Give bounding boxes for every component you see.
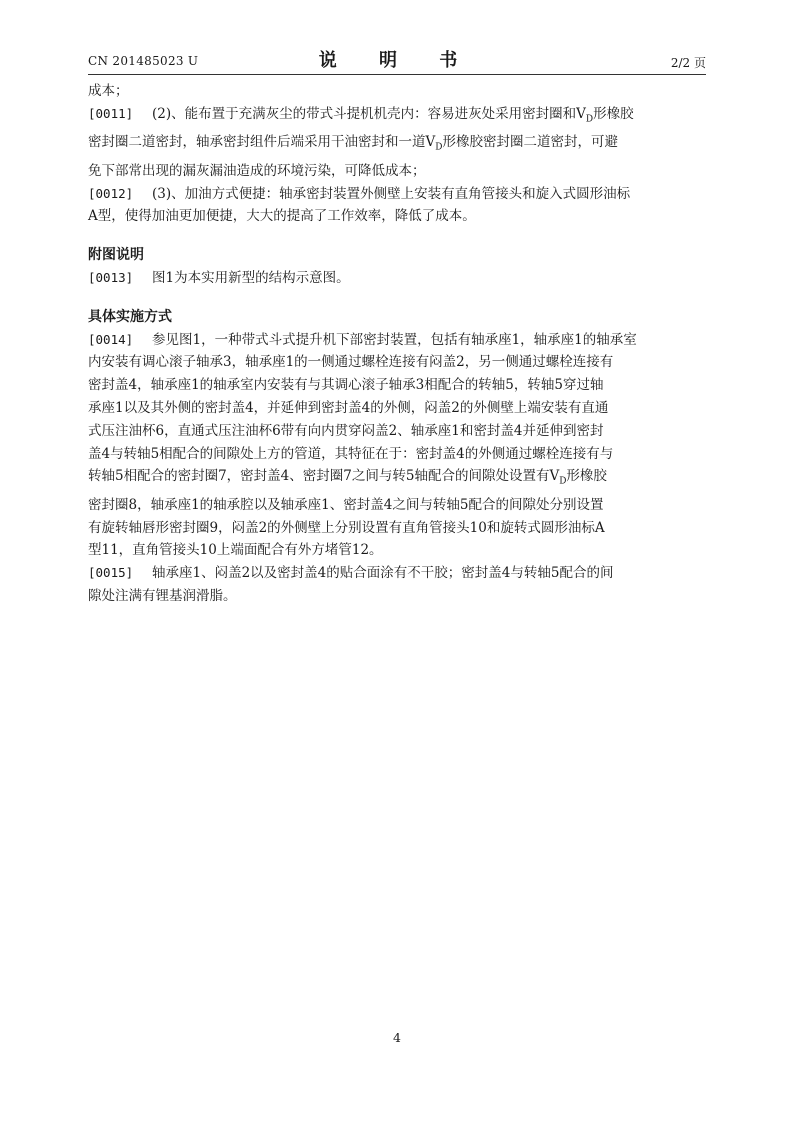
- paragraph-line: (3)、加油方式便捷：轴承密封装置外侧壁上安装有直角管接头和旋入式圆形油标: [152, 185, 631, 202]
- section-heading-figures: 附图说明: [88, 247, 144, 264]
- paragraph-0011: [88, 103, 706, 183]
- paragraph-line: 盖4与转轴5相配合的间隙处上方的管道，其特征在于：密封盖4的外侧通过螺栓连接有与: [88, 445, 614, 462]
- paragraph-line: 密封盖4，轴承座1的轴承室内安装有与其调心滚子轴承3相配合的转轴5，转轴5穿过轴: [88, 377, 604, 394]
- paragraph-number: [0011]: [88, 105, 134, 121]
- paragraph-line: 参见图1，一种带式斗式提升机下部密封装置，包括有轴承座1，轴承座1的轴承室: [152, 331, 637, 348]
- paragraph-0014: [88, 329, 706, 563]
- paragraph-line: 转轴5相配合的密封圈7，密封盖4、密封圈7之间与转5轴配合的间隙处设置有$V_D$形橡胶: [88, 468, 607, 488]
- paragraph-line: A型，使得加油更加便捷，大大的提高了工作效率，降低了成本。: [88, 208, 476, 225]
- page-header: [88, 46, 706, 72]
- page-number: 4: [393, 1030, 401, 1045]
- document-title: 说 明 书: [318, 50, 476, 71]
- publication-number: CN 201485023 U: [88, 54, 199, 68]
- paragraph-0015: [88, 562, 706, 608]
- paragraph-line: 密封圈二道密封，轴承密封组件后端采用干油密封和一道$V_D$形橡胶密封圈二道密封，可避: [88, 134, 618, 153]
- paragraph-line: 型11，直角管接头10上端面配合有外方堵管12。: [88, 542, 383, 559]
- paragraph-line: 式压注油杯6，直通式压注油杯6带有向内贯穿闷盖2、轴承座1和密封盖4并延伸到密封: [88, 422, 604, 439]
- section-heading-embodiment: 具体实施方式: [88, 308, 172, 325]
- paragraph-line: 承座1以及其外侧的密封盖4，并延伸到密封盖4的外侧，闷盖2的外侧壁上端安装有直通: [88, 399, 609, 416]
- paragraph-0013: [88, 267, 706, 290]
- page-indicator: 2/2 页: [670, 56, 706, 70]
- paragraph-line: (2)、能布置于充满灰尘的带式斗提机机壳内：容易进灰处采用密封圈和$V_D$形橡胶: [152, 105, 634, 125]
- paragraph-line: 免下部常出现的漏灰漏油造成的环境污染，可降低成本；: [88, 162, 426, 179]
- paragraph-number: [0015]: [88, 565, 134, 581]
- paragraph-number: [0014]: [88, 331, 134, 347]
- carry-over-text: 成本；: [88, 83, 129, 99]
- paragraph-line: 密封圈8，轴承座1的轴承腔以及轴承座1、密封盖4之间与转轴5配合的间隙处分别设置: [88, 496, 604, 513]
- paragraph-line: 轴承座1、闷盖2以及密封盖4的贴合面涂有不干胶；密封盖4与转轴5配合的间: [152, 565, 614, 582]
- paragraph-line: 图1为本实用新型的结构示意图。: [152, 269, 350, 286]
- paragraph-number: [0012]: [88, 185, 134, 201]
- header-divider: [88, 74, 706, 75]
- paragraph-line: 内安装有调心滚子轴承3，轴承座1的一侧通过螺栓连接有闷盖2，另一侧通过螺栓连接有: [88, 354, 614, 371]
- paragraph-line: 有旋转轴唇形密封圈9，闷盖2的外侧壁上分别设置有直角管接头10和旋转式圆形油标A: [88, 519, 605, 536]
- paragraph-number: [0013]: [88, 269, 134, 285]
- document-body: [88, 80, 706, 608]
- paragraph-0012: [88, 183, 706, 229]
- paragraph-line: 隙处注满有锂基润滑脂。: [88, 588, 237, 604]
